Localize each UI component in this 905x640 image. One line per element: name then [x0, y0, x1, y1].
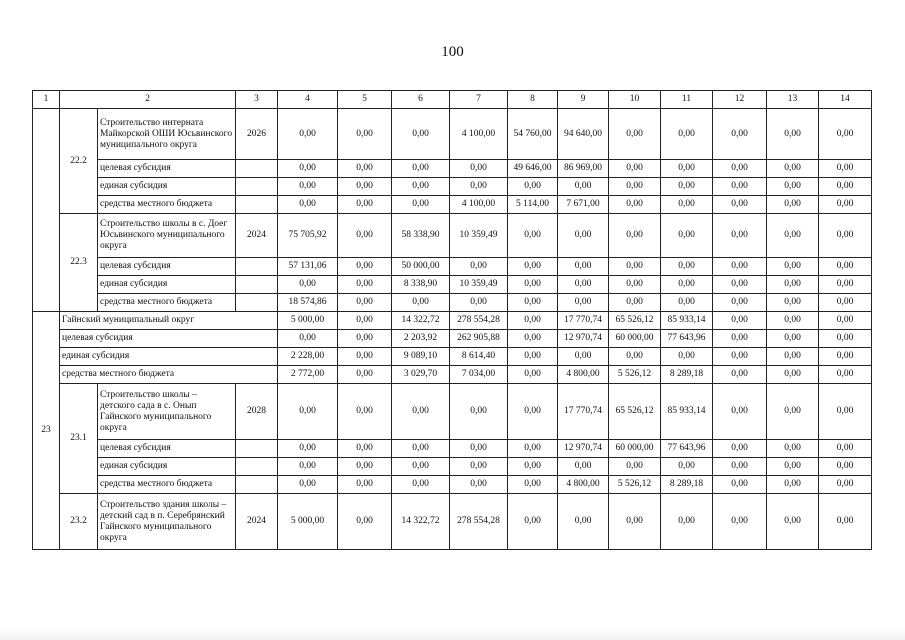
value-cell: 0,00 [338, 348, 392, 366]
value-cell: 0,00 [819, 214, 872, 258]
value-cell: 4 100,00 [450, 196, 508, 214]
group-name: Гайнский муниципальный округ [60, 312, 278, 330]
page-number: 100 [441, 44, 464, 60]
value-cell: 0,00 [392, 196, 450, 214]
value-cell: 0,00 [661, 178, 713, 196]
value-cell: 0,00 [609, 258, 661, 276]
value-cell: 0,00 [558, 494, 609, 550]
value-cell: 3 029,70 [392, 366, 450, 384]
value-cell: 5 526,12 [609, 366, 661, 384]
value-cell: 0,00 [713, 348, 767, 366]
value-cell: 0,00 [819, 494, 872, 550]
table-row [33, 348, 872, 366]
header-row [33, 91, 872, 109]
value-cell: 0,00 [558, 258, 609, 276]
value-cell: 0,00 [278, 196, 338, 214]
value-cell: 50 000,00 [392, 258, 450, 276]
value-cell: 57 131,06 [278, 258, 338, 276]
value-cell: 86 969,00 [558, 160, 609, 178]
table-row [33, 294, 872, 312]
section-number-cell [33, 109, 60, 312]
item-year [236, 476, 278, 494]
value-cell: 0,00 [392, 440, 450, 458]
budget-table [32, 90, 872, 550]
value-cell: 0,00 [819, 109, 872, 160]
value-cell: 58 338,90 [392, 214, 450, 258]
value-cell: 8 289,18 [661, 366, 713, 384]
column-header: 13 [767, 91, 819, 109]
item-name: Строительство здания школы – детский сад в п. Серебрянский Гайнского муниципального округа [98, 494, 236, 550]
value-cell: 0,00 [450, 294, 508, 312]
value-cell: 4 800,00 [558, 366, 609, 384]
value-cell: 0,00 [508, 384, 558, 440]
value-cell: 54 760,00 [508, 109, 558, 160]
value-cell: 2 772,00 [278, 366, 338, 384]
item-name: Строительство школы в с. Доег Юсьвинского муниципального округа [98, 214, 236, 258]
item-year [236, 276, 278, 294]
value-cell: 0,00 [450, 384, 508, 440]
value-cell: 7 034,00 [450, 366, 508, 384]
funding-source: единая субсидия [98, 276, 236, 294]
value-cell: 8 338,90 [392, 276, 450, 294]
value-cell: 0,00 [819, 178, 872, 196]
value-cell: 0,00 [767, 476, 819, 494]
value-cell: 0,00 [450, 458, 508, 476]
value-cell: 0,00 [609, 160, 661, 178]
column-header: 7 [450, 91, 508, 109]
value-cell: 0,00 [450, 160, 508, 178]
value-cell: 0,00 [661, 276, 713, 294]
value-cell: 14 322,72 [392, 312, 450, 330]
value-cell: 0,00 [392, 458, 450, 476]
value-cell: 0,00 [713, 294, 767, 312]
item-year [236, 258, 278, 276]
value-cell: 0,00 [819, 294, 872, 312]
value-cell: 0,00 [713, 178, 767, 196]
value-cell: 0,00 [508, 276, 558, 294]
value-cell: 0,00 [609, 214, 661, 258]
value-cell: 65 526,12 [609, 312, 661, 330]
value-cell: 77 643,96 [661, 440, 713, 458]
value-cell: 0,00 [450, 476, 508, 494]
value-cell: 0,00 [661, 458, 713, 476]
value-cell: 0,00 [338, 109, 392, 160]
value-cell: 0,00 [661, 214, 713, 258]
value-cell: 0,00 [661, 160, 713, 178]
value-cell: 0,00 [819, 476, 872, 494]
value-cell: 0,00 [767, 109, 819, 160]
value-cell: 12 970,74 [558, 330, 609, 348]
value-cell: 0,00 [278, 109, 338, 160]
value-cell: 94 640,00 [558, 109, 609, 160]
funding-source: средства местного бюджета [60, 366, 278, 384]
column-header: 14 [819, 91, 872, 109]
value-cell: 0,00 [609, 494, 661, 550]
value-cell: 0,00 [609, 348, 661, 366]
table-row [33, 258, 872, 276]
value-cell: 0,00 [767, 458, 819, 476]
table-row [33, 494, 872, 550]
value-cell: 0,00 [558, 348, 609, 366]
value-cell: 5 000,00 [278, 312, 338, 330]
value-cell: 0,00 [819, 196, 872, 214]
funding-source: целевая субсидия [98, 160, 236, 178]
table-row [33, 366, 872, 384]
item-year [236, 196, 278, 214]
value-cell: 0,00 [767, 258, 819, 276]
value-cell: 0,00 [508, 178, 558, 196]
value-cell: 14 322,72 [392, 494, 450, 550]
value-cell: 0,00 [713, 160, 767, 178]
table-row [33, 458, 872, 476]
value-cell: 0,00 [392, 178, 450, 196]
value-cell: 0,00 [713, 366, 767, 384]
value-cell: 0,00 [278, 178, 338, 196]
table-row [33, 476, 872, 494]
table-row [33, 276, 872, 294]
section-number: 23 [33, 312, 60, 550]
value-cell: 0,00 [508, 458, 558, 476]
value-cell: 0,00 [558, 276, 609, 294]
value-cell: 0,00 [450, 178, 508, 196]
value-cell: 0,00 [338, 330, 392, 348]
value-cell: 0,00 [392, 294, 450, 312]
value-cell: 0,00 [609, 196, 661, 214]
value-cell: 262 905,88 [450, 330, 508, 348]
value-cell: 0,00 [392, 384, 450, 440]
value-cell: 0,00 [713, 214, 767, 258]
value-cell: 10 359,49 [450, 276, 508, 294]
value-cell: 0,00 [819, 348, 872, 366]
item-code: 22.2 [60, 109, 98, 214]
column-header: 8 [508, 91, 558, 109]
value-cell: 0,00 [713, 312, 767, 330]
value-cell: 0,00 [713, 440, 767, 458]
value-cell: 0,00 [338, 258, 392, 276]
value-cell: 0,00 [338, 276, 392, 294]
funding-source: единая субсидия [98, 178, 236, 196]
value-cell: 0,00 [661, 494, 713, 550]
value-cell: 0,00 [558, 294, 609, 312]
value-cell: 0,00 [338, 160, 392, 178]
value-cell: 0,00 [767, 160, 819, 178]
value-cell: 0,00 [767, 178, 819, 196]
value-cell: 0,00 [278, 384, 338, 440]
item-code: 23.2 [60, 494, 98, 550]
value-cell: 0,00 [508, 494, 558, 550]
table-row [33, 178, 872, 196]
value-cell: 0,00 [713, 258, 767, 276]
value-cell: 0,00 [767, 294, 819, 312]
value-cell: 60 000,00 [609, 330, 661, 348]
value-cell: 0,00 [508, 348, 558, 366]
value-cell: 0,00 [819, 440, 872, 458]
funding-source: целевая субсидия [98, 258, 236, 276]
column-header: 10 [609, 91, 661, 109]
value-cell: 0,00 [661, 294, 713, 312]
item-name: Строительство школы – детского сада в с. Онып Гайнского муниципального округа [98, 384, 236, 440]
value-cell: 60 000,00 [609, 440, 661, 458]
value-cell: 0,00 [661, 348, 713, 366]
value-cell: 0,00 [338, 476, 392, 494]
value-cell: 0,00 [819, 458, 872, 476]
value-cell: 0,00 [767, 440, 819, 458]
value-cell: 49 646,00 [508, 160, 558, 178]
value-cell: 0,00 [767, 494, 819, 550]
value-cell: 0,00 [508, 476, 558, 494]
value-cell: 0,00 [392, 476, 450, 494]
item-year [236, 458, 278, 476]
table-row [33, 312, 872, 330]
value-cell: 0,00 [713, 330, 767, 348]
value-cell: 0,00 [508, 214, 558, 258]
value-cell: 0,00 [392, 160, 450, 178]
value-cell: 0,00 [278, 330, 338, 348]
value-cell: 0,00 [767, 384, 819, 440]
value-cell: 0,00 [609, 458, 661, 476]
value-cell: 0,00 [713, 196, 767, 214]
value-cell: 0,00 [278, 440, 338, 458]
value-cell: 0,00 [713, 384, 767, 440]
value-cell: 75 705,92 [278, 214, 338, 258]
value-cell: 0,00 [508, 294, 558, 312]
value-cell: 0,00 [508, 440, 558, 458]
value-cell: 0,00 [338, 178, 392, 196]
value-cell: 0,00 [508, 312, 558, 330]
value-cell: 5 000,00 [278, 494, 338, 550]
column-header: 1 [33, 91, 60, 109]
value-cell: 0,00 [508, 366, 558, 384]
value-cell: 65 526,12 [609, 384, 661, 440]
value-cell: 2 228,00 [278, 348, 338, 366]
value-cell: 0,00 [819, 366, 872, 384]
item-year: 2028 [236, 384, 278, 440]
column-header: 6 [392, 91, 450, 109]
value-cell: 8 289,18 [661, 476, 713, 494]
table-row [33, 330, 872, 348]
value-cell: 0,00 [278, 276, 338, 294]
value-cell: 0,00 [767, 312, 819, 330]
funding-source: целевая субсидия [60, 330, 278, 348]
column-header: 9 [558, 91, 609, 109]
item-year [236, 294, 278, 312]
item-name: Строительство интерната Майкорской ОШИ Юсьвинского муниципального округа [98, 109, 236, 160]
column-header: 5 [338, 91, 392, 109]
table-row [33, 109, 872, 160]
value-cell: 0,00 [338, 312, 392, 330]
table-row [33, 384, 872, 440]
value-cell: 0,00 [508, 258, 558, 276]
column-header: 3 [236, 91, 278, 109]
funding-source: единая субсидия [98, 458, 236, 476]
item-year [236, 160, 278, 178]
value-cell: 9 089,10 [392, 348, 450, 366]
funding-source: средства местного бюджета [98, 294, 236, 312]
column-header: 4 [278, 91, 338, 109]
value-cell: 10 359,49 [450, 214, 508, 258]
value-cell: 0,00 [609, 276, 661, 294]
value-cell: 0,00 [819, 330, 872, 348]
value-cell: 0,00 [819, 258, 872, 276]
value-cell: 85 933,14 [661, 312, 713, 330]
value-cell: 0,00 [278, 160, 338, 178]
value-cell: 0,00 [609, 294, 661, 312]
value-cell: 0,00 [713, 476, 767, 494]
item-year: 2026 [236, 109, 278, 160]
table-row [33, 440, 872, 458]
value-cell: 85 933,14 [661, 384, 713, 440]
value-cell: 5 526,12 [609, 476, 661, 494]
value-cell: 0,00 [713, 109, 767, 160]
item-year [236, 440, 278, 458]
value-cell: 0,00 [767, 196, 819, 214]
value-cell: 0,00 [338, 294, 392, 312]
value-cell: 0,00 [278, 476, 338, 494]
value-cell: 0,00 [661, 196, 713, 214]
value-cell: 0,00 [450, 258, 508, 276]
item-year: 2024 [236, 214, 278, 258]
value-cell: 0,00 [338, 458, 392, 476]
value-cell: 2 203,92 [392, 330, 450, 348]
value-cell: 4 800,00 [558, 476, 609, 494]
column-header: 2 [60, 91, 236, 109]
item-year [236, 178, 278, 196]
value-cell: 0,00 [338, 196, 392, 214]
value-cell: 8 614,40 [450, 348, 508, 366]
value-cell: 0,00 [713, 276, 767, 294]
value-cell: 0,00 [338, 384, 392, 440]
funding-source: средства местного бюджета [98, 476, 236, 494]
value-cell: 0,00 [713, 494, 767, 550]
value-cell: 0,00 [508, 330, 558, 348]
value-cell: 0,00 [338, 494, 392, 550]
scan-bottom-shadow [0, 628, 905, 640]
item-year: 2024 [236, 494, 278, 550]
table-row [33, 214, 872, 258]
value-cell: 12 970,74 [558, 440, 609, 458]
funding-source: средства местного бюджета [98, 196, 236, 214]
value-cell: 0,00 [558, 458, 609, 476]
item-code: 22.3 [60, 214, 98, 312]
value-cell: 0,00 [661, 109, 713, 160]
value-cell: 0,00 [819, 384, 872, 440]
value-cell: 0,00 [767, 348, 819, 366]
value-cell: 0,00 [392, 109, 450, 160]
column-header: 11 [661, 91, 713, 109]
value-cell: 0,00 [338, 366, 392, 384]
value-cell: 0,00 [450, 440, 508, 458]
value-cell: 0,00 [819, 312, 872, 330]
value-cell: 0,00 [819, 276, 872, 294]
value-cell: 0,00 [278, 458, 338, 476]
value-cell: 0,00 [558, 214, 609, 258]
value-cell: 0,00 [338, 440, 392, 458]
value-cell: 0,00 [558, 178, 609, 196]
funding-source: единая субсидия [60, 348, 278, 366]
column-header: 12 [713, 91, 767, 109]
value-cell: 0,00 [609, 109, 661, 160]
value-cell: 7 671,00 [558, 196, 609, 214]
table-row [33, 196, 872, 214]
value-cell: 0,00 [338, 214, 392, 258]
item-code: 23.1 [60, 384, 98, 494]
funding-source: целевая субсидия [98, 440, 236, 458]
value-cell: 17 770,74 [558, 384, 609, 440]
value-cell: 278 554,28 [450, 494, 508, 550]
value-cell: 18 574,86 [278, 294, 338, 312]
value-cell: 5 114,00 [508, 196, 558, 214]
value-cell: 77 643,96 [661, 330, 713, 348]
value-cell: 0,00 [767, 366, 819, 384]
value-cell: 0,00 [767, 276, 819, 294]
value-cell: 0,00 [767, 214, 819, 258]
value-cell: 0,00 [713, 458, 767, 476]
value-cell: 0,00 [609, 178, 661, 196]
value-cell: 0,00 [767, 330, 819, 348]
value-cell: 0,00 [661, 258, 713, 276]
table-row [33, 160, 872, 178]
value-cell: 4 100,00 [450, 109, 508, 160]
value-cell: 0,00 [819, 160, 872, 178]
value-cell: 278 554,28 [450, 312, 508, 330]
value-cell: 17 770,74 [558, 312, 609, 330]
